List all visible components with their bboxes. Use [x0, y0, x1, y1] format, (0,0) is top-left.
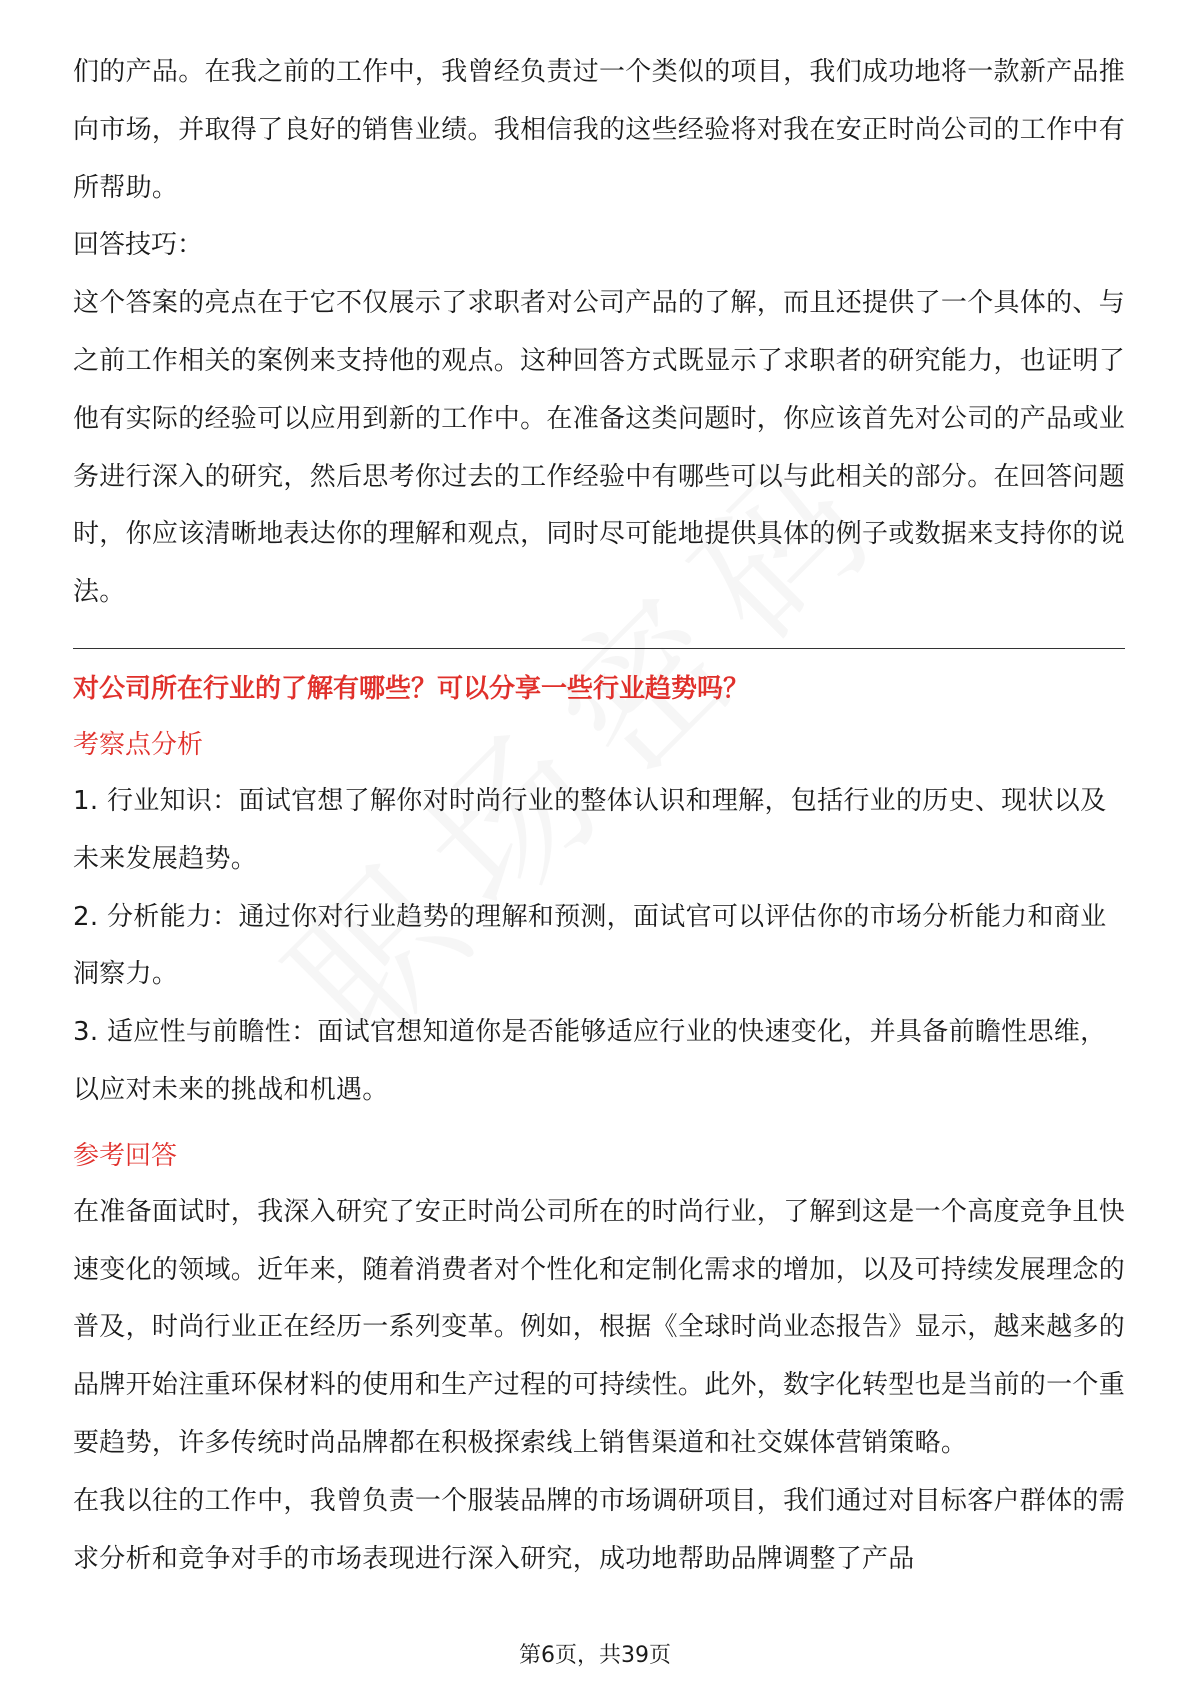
tips-paragraph: 这个答案的亮点在于它不仅展示了求职者对公司产品的了解，而且还提供了一个具体的、与之前工作相关的案例来支持他的观点。这种回答方式既显示了求职者的研究能力，也证明了他有实际的经验可以应用到新的工作中。在准备这类问题时，你应该首先对公司的产品或业务进行深入的研究，然后思考你过去的工作经验中有哪些可以与此相关的部分。在回答问题时，你应该清晰地表达你的理解和观点，同时尽可能地提供具体的例子或数据来支持你的说法。 [73, 288, 1126, 608]
document-body [73, 44, 1125, 1588]
analysis-heading: 考察点分析 [73, 729, 204, 760]
answer-paragraph: 在准备面试时，我深入研究了安正时尚公司所在的时尚行业，了解到这是一个高度竞争且快速变化的领域。近年来，随着消费者对个性化和定制化需求的增加，以及可持续发展理念的普及，时尚行业正在经历一系列变革。例如，根据《全球时尚业态报告》显示，越来越多的品牌开始注重环保材料的使用和生产过程的可持续性。此外，数字化转型也是当前的一个重要趋势，许多传统时尚品牌都在积极探索线上销售渠道和社交媒体营销策略。 [73, 1196, 1126, 1458]
intro-paragraph: 们的产品。在我之前的工作中，我曾经负责过一个类似的项目，我们成功地将一款新产品推向市场，并取得了良好的销售业绩。我相信我的这些经验将对我在安正时尚公司的工作中有所帮助。 [73, 57, 1126, 203]
analysis-point: 2. 分析能力：通过你对行业趋势的理解和预测，面试官可以评估你的市场分析能力和商业洞察力。 [73, 901, 1107, 990]
analysis-point: 1. 行业知识：面试官想了解你对时尚行业的整体认识和理解，包括行业的历史、现状以及未来发展趋势。 [73, 785, 1107, 874]
section-divider [73, 648, 1125, 649]
answer-paragraph: 在我以往的工作中，我曾负责一个服装品牌的市场调研项目，我们通过对目标客户群体的需求分析和竞争对手的市场表现进行深入研究，成功地帮助品牌调整了产品 [73, 1485, 1126, 1574]
tips-label: 回答技巧： [73, 230, 204, 261]
answer-heading: 参考回答 [73, 1140, 178, 1171]
question-heading: 对公司所在行业的了解有哪些？可以分享一些行业趋势吗？ [73, 673, 750, 704]
analysis-point: 3. 适应性与前瞻性：面试官想知道你是否能够适应行业的快速变化，并具备前瞻性思维，以应对未来的挑战和机遇。 [73, 1017, 1107, 1105]
page-footer: 第6页，共39页 [519, 1643, 671, 1668]
